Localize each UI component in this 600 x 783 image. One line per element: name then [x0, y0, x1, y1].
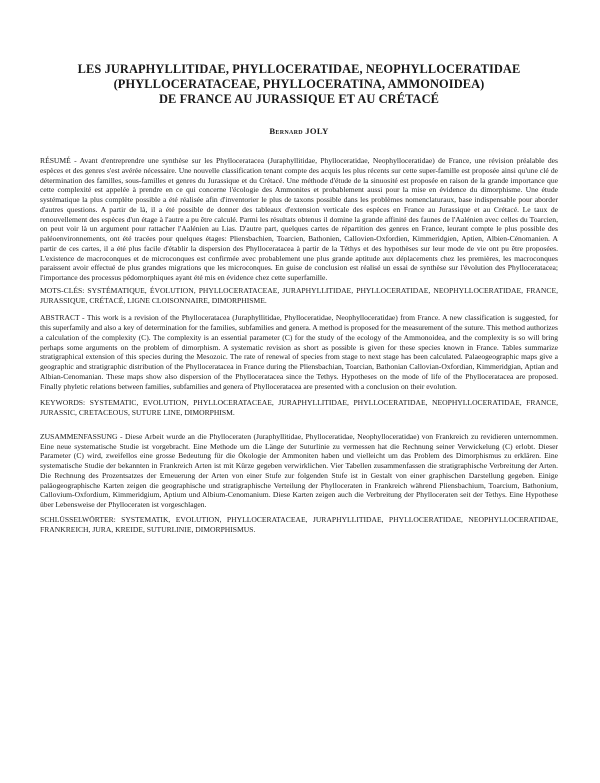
- keywords-fr-text: SYSTÉMATIQUE, ÉVOLUTION, PHYLLOCERATACEAE, JURAPHYLLITIDAE, PHYLLOCERATIDAE, NEOPHYLLOCERATIDAE, FRANCE, JURASSIQUE, CRÉTACÉ, LIGNE CLOISONNAIRE, DIMORPHISME.: [40, 285, 558, 305]
- keywords-en-paragraph: [40, 398, 558, 418]
- abstract-text: - This work is a revision of the Phylloceratacea (Juraphyllitidae, Phylloceratidae, Neophylloceratidae) from France. A new classification is suggested, for this superfamily and also a key of determination for the families, subfamilies and genera. A method is proposed for the measurement of the suture. This method authorizes a calculation of the complexity (C). The complexity is an essential parameter (C) for the study of the ecology of the Ammonoidea, and the complexity is so will bring perhaps some arguments on the problem of dimorphism. A systematic revision as short as possible is given for these species known in France. Tables summarize stratigraphical extension of this species during the Mesozoic. The rate of renewal of species from stage to next stage has been calculated. Palaeogeographic maps give a geographic and stratigraphic distribution of the Phylloceratacea in France during the Pliensbachian, Toarcian, Bathonian Callovian-Oxfordian, Kimmeridgian, Aptian and Albian-Cenomanian. These maps show also dispersion of the Phylloceratacea since the Tethys. Hypotheses on the mode of life of the Phylloceratacea are proposed. Finally phyletic relations between families, subfamilies and genera of Phylloceratacea are presented with a conclusion on their evolution.: [40, 313, 558, 391]
- keywords-en-text: SYSTEMATIC, EVOLUTION, PHYLLOCERATACEAE, JURAPHYLLITIDAE, PHYLLOCERATIDAE, NEOPHYLLOCERATIDAE, FRANCE, JURASSIC, CRETACEOUS, SUTURE LINE, DIMORPHISM.: [40, 398, 558, 417]
- keywords-fr-paragraph: [40, 286, 558, 306]
- resume-paragraph: [40, 156, 558, 283]
- resume-label: RÉSUMÉ: [40, 156, 71, 165]
- resume-text: - Avant d'entreprendre une synthèse sur les Phylloceratacea (Juraphyllitidae, Phylloceratidae, Neophylloceratidae) de France, une révision préalable des espèces et des genres s'est avérée nécessaire. Une nouvelle classification tenant compte des acquis les plus récents sur cette super-famille est proposée ainsi qu'une clé de détermination des familles, sous-familles et genres du Jurassique et du Crétacé. Une méthode d'étude de la sinuosité est proposée en raison de la grande importance que cette complexité est appelée à prendre en ce qui concerne l'écologie des Ammonites et probablement aussi pour la mise en évidence du dimorphisme. Une étude systématique la plus complète possible a été réalisée afin d'inventorier le plus de taxons possible dans les problèmes nomenclaturaux, base indispensable pour aborder d'autres questions. A partir de là, il a été possible de donner des tableaux d'extension verticale des espèces en France au Jurassique et au Crétacé. Le taux de renouvellement des espèces d'un étage à l'autre a pu être calculé. Parmi les résultats obtenus il domine la grande affinité des faunes de l'Aalénien avec celles du Toarcien, on peut voir là un argument pour rattacher l'Aalénien au Lias. D'autre part, quelques cartes de répartition des genres en France, leurant compte le plus possible des paléoenvironnements, ont été tracées pour quelques étages: Pliensbachien, Toarcien, Bathonien, Callovien-Oxfordien, Kimmeridgien, Aptien, Albien-Cénomanien. A partir de ces cartes, il a été plus facile d'établir la dispersion des Phylloceratacea à partir de la Téthys et des hypothèses sur leur mode de vie ont pu être proposées. L'existence de macroconques et de microconques est confirmée avec probablement une plus grande aptitude aux déplacements chez les premières, les macroconques paraissent avoir effectué de plus grandes migrations que les microconques. En guise de conclusion est réalisé un essai de synthèse sur l'évolution des Phylloceratacea; l'importance des processus pédomorphiques ayant été mis en évidence chez cette superfamille.: [40, 156, 558, 282]
- keywords-de-label: SCHLÜSSELWÖRTER:: [40, 514, 116, 524]
- author-name: Bernard JOLY: [269, 126, 329, 136]
- keywords-fr-label: MOTS-CLÉS:: [40, 285, 85, 295]
- zusammenfassung-label: ZUSAMMENFASSUNG: [40, 431, 118, 441]
- abstract-paragraph: [40, 313, 558, 391]
- abstract-label: ABSTRACT: [40, 313, 80, 323]
- zusammenfassung-paragraph: [40, 432, 558, 510]
- zusammenfassung-text: - Diese Arbeit wurde an die Phylloceraten (Juraphyllitidae, Phylloceratidae, Neophylloceratidae) von Frankreich zu revidieren unternommen. Eine neue systematische Studie ist vorgebracht. Eine Methode um die Länge der Suturlinie zu vermessen hat die Rechnung seiner Verwickelung (C) erlobt. Dieser Parameter (C) wird, zweifellos eine grosse Bedeutung für die Ökologie der Ammoniten haben und vielleicht um das Problem des Dimorphismus zu erklären. Eine systematische Studie der bekannten in Frankreich Arten ist mit Kürze gegeben verwirklichen. Vier Tabellen zusammenfassen die stratigraphische Verbreitung der Arten. Die Rechnung des Prozentsatzes der Erneuerung der Arten von einer Stufe zur folgenden Stufe ist in Gestalt von einer graphischen Darstellung gegeben. Einige paläogeographische Karten zeigen die geographische und stratigraphische Verteilung der Phylloceraten in Frankreich während Pliensbachium, Toarcium, Bathonium, Callovium-Oxfordium, Kimmeridgium, Aptium und Albium-Cenomanium. Diese Karten zeigen auch die Verbreitung der Phylloceraten seit der Tethys. Eine Hypothese über Lebensweise der Phylloceraten ist vorgeschlagen.: [40, 431, 558, 509]
- title-line-3: DE FRANCE AU JURASSIQUE ET AU CRÉTACÉ: [158, 92, 439, 106]
- keywords-de-paragraph: [40, 515, 558, 535]
- article-first-page: [40, 0, 558, 534]
- keywords-en-label: KEYWORDS:: [40, 398, 86, 408]
- title-line-2: (PHYLLOCERATACEAE, PHYLLOCERATINA, AMMONOIDEA): [113, 77, 485, 91]
- title-line-1: LES JURAPHYLLITIDAE, PHYLLOCERATIDAE, NEOPHYLLOCERATIDAE: [77, 62, 521, 76]
- article-title: [40, 62, 558, 107]
- keywords-de-text: SYSTEMATIK, EVOLUTION, PHYLLOCERATACEAE, JURAPHYLLITIDAE, PHYLLOCERATIDAE, NEOPHYLLOCERATIDAE, FRANKREICH, JURA, KREIDE, SUTURLINIE, DIMORPHISMUS.: [40, 514, 558, 534]
